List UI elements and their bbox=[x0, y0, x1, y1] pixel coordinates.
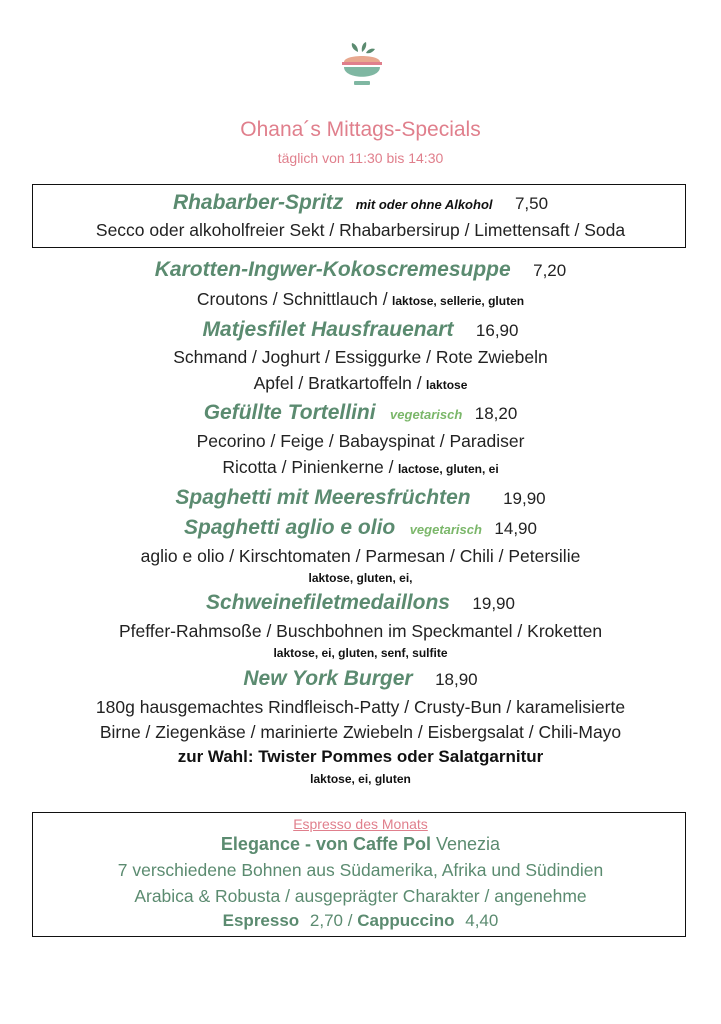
dish-price: 14,90 bbox=[494, 519, 537, 538]
dish-choice: zur Wahl: Twister Pommes oder Salatgarnitur bbox=[177, 747, 544, 766]
dish-name: New York Burger bbox=[243, 667, 413, 690]
dish-description: Apfel / Bratkartoffeln / bbox=[253, 373, 422, 393]
dish-aglio-title bbox=[0, 516, 721, 540]
dish-price: 16,90 bbox=[475, 321, 519, 340]
dish-name: Gefüllte Tortellini bbox=[203, 401, 376, 424]
dish-name: Spaghetti aglio e olio bbox=[184, 516, 396, 539]
dish-description: Ricotta / Pinienkerne / bbox=[222, 457, 394, 477]
dish-soup-title bbox=[0, 258, 721, 282]
espresso-title-origin: Venezia bbox=[436, 834, 501, 854]
espresso-title bbox=[0, 834, 721, 855]
page-title: Ohana´s Mittags-Specials bbox=[240, 118, 481, 141]
dish-description: Pfeffer-Rahmsoße / Buschbohnen im Speckmantel / Kroketten bbox=[118, 621, 603, 641]
allergen-info: laktose, gluten, ei, bbox=[308, 571, 413, 585]
dish-price: 18,20 bbox=[474, 404, 518, 423]
ramen-bowl-icon bbox=[336, 40, 388, 92]
drink-description: Secco oder alkoholfreier Sekt / Rhabarbersirup / Limettensaft / Soda bbox=[95, 220, 626, 240]
drink-title-row bbox=[0, 191, 721, 215]
dish-burger-title bbox=[0, 667, 721, 691]
allergen-info: laktose bbox=[426, 378, 468, 392]
dish-name: Schweinefiletmedaillons bbox=[206, 591, 450, 614]
dish-name: Karotten-Ingwer-Kokoscremesuppe bbox=[154, 258, 511, 281]
dish-matjes-title bbox=[0, 318, 721, 342]
dish-description: Pecorino / Feige / Babayspinat / Paradiser bbox=[196, 431, 525, 451]
allergen-info: laktose, ei, gluten, senf, sulfite bbox=[273, 646, 448, 660]
price-separator: / bbox=[347, 911, 353, 930]
dish-tortellini-title bbox=[0, 401, 721, 425]
dish-pork-title bbox=[0, 591, 721, 615]
espresso-item-price: 2,70 bbox=[309, 911, 344, 930]
espresso-label-row bbox=[0, 816, 721, 834]
allergen-info: lactose, gluten, ei bbox=[397, 462, 499, 476]
dish-description: Birne / Ziegenkäse / marinierte Zwiebeln / Eisbergsalat / Chili-Mayo bbox=[99, 722, 622, 742]
vegetarian-tag: vegetarisch bbox=[390, 407, 463, 422]
espresso-line1: 7 verschiedene Bohnen aus Südamerika, Afrika und Südindien bbox=[117, 860, 604, 880]
drink-price: 7,50 bbox=[514, 194, 549, 213]
dish-matjes-desc2 bbox=[0, 373, 721, 394]
espresso-prices bbox=[0, 911, 721, 931]
drink-name: Rhabarber-Spritz bbox=[172, 191, 344, 214]
allergen-info: laktose, ei, gluten bbox=[310, 772, 411, 786]
dish-tortellini-desc2 bbox=[0, 457, 721, 478]
dish-soup-desc bbox=[0, 289, 721, 310]
cappuccino-label: Cappuccino bbox=[357, 911, 455, 930]
dish-price: 19,90 bbox=[472, 594, 515, 613]
dish-price: 19,90 bbox=[503, 489, 546, 508]
espresso-line2: Arabica & Robusta / ausgeprägter Charakter / angenehme bbox=[134, 886, 587, 906]
dish-description: Croutons / Schnittlauch / bbox=[196, 289, 388, 309]
espresso-title-main: Elegance - von Caffe Pol bbox=[220, 834, 431, 854]
dish-price: 18,90 bbox=[435, 670, 478, 689]
allergen-info: laktose, sellerie, gluten bbox=[392, 294, 525, 308]
espresso-item-label: Espresso bbox=[222, 911, 300, 930]
cappuccino-price: 4,40 bbox=[465, 911, 499, 930]
dish-description: Schmand / Joghurt / Essiggurke / Rote Zwiebeln bbox=[173, 347, 548, 367]
dish-description: aglio e olio / Kirschtomaten / Parmesan / Chili / Petersilie bbox=[140, 546, 581, 566]
opening-hours: täglich von 11:30 bis 14:30 bbox=[277, 150, 444, 166]
vegetarian-tag: vegetarisch bbox=[409, 522, 482, 537]
dish-description: 180g hausgemachtes Rindfleisch-Patty / Crusty-Bun / karamelisierte bbox=[95, 697, 626, 717]
drink-note: mit oder ohne Alkohol bbox=[355, 197, 493, 212]
dish-price: 7,20 bbox=[533, 261, 567, 280]
dish-name: Spaghetti mit Meeresfrüchten bbox=[175, 486, 471, 509]
dish-seafood-title bbox=[0, 486, 721, 510]
espresso-label: Espresso des Monats bbox=[293, 816, 428, 832]
dish-name: Matjesfilet Hausfrauenart bbox=[202, 318, 454, 341]
